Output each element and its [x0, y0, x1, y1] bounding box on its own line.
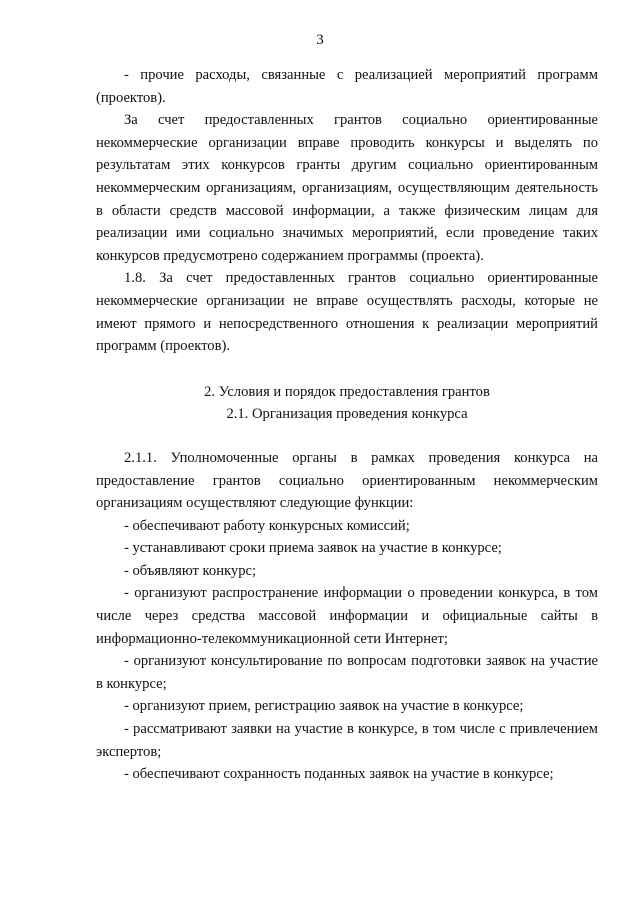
paragraph-2-1-1: 2.1.1. Уполномоченные органы в рамках проведения конкурса на предоставление грантов социально ориентированным некоммерческим организациям осуществляют следующие функции: [96, 449, 598, 512]
list-item-information-distribution: - организуют распространение информации о проведении конкурса, в том числе через средства массовой информации и официальные сайты в информационно-телекоммуникационной сети Интернет; [96, 585, 598, 647]
paragraph-grant-competitions: За счет предоставленных грантов социально ориентированные некоммерческие организации вправе проводить конкурсы и выделять по результатам этих конкурсов гранты другим социально ориентированным некоммерческим организациям, организациям, осуществляющим деятельность в области средств массовой информации, а также физическим лицам для реализации ими социально значимых мероприятий, если проведение таких конкурсов предусмотрено содержанием программы (проекта). [96, 112, 598, 264]
section-heading: 2. Условия и порядок предоставления грантов [204, 383, 490, 400]
spacer [96, 358, 598, 381]
list-item-application-registration: - организуют прием, регистрацию заявок на участие в конкурсе; [124, 698, 524, 715]
list-item-application-deadlines: - устанавливают сроки приема заявок на участие в конкурсе; [124, 540, 502, 557]
spacer [96, 426, 598, 447]
subsection-heading: 2.1. Организация проведения конкурса [226, 406, 468, 423]
paragraph-1-8: 1.8. За счет предоставленных грантов социально ориентированные некоммерческие организации не вправе осуществлять расходы, которые не имеют прямого и непосредственного отношения к реализации мероприятий программ (проектов). [96, 270, 598, 355]
list-item-announce-competition: - объявляют конкурс; [124, 562, 257, 579]
list-item-application-review: - рассматривают заявки на участие в конкурсе, в том числе с привлечением экспертов; [96, 721, 598, 760]
list-item-application-safekeeping: - обеспечивают сохранность поданных заявок на участие в конкурсе; [124, 766, 554, 783]
list-item-consulting: - организуют консультирование по вопросам подготовки заявок на участие в конкурсе; [96, 653, 598, 692]
document-body [96, 64, 598, 786]
list-item-commission-work: - обеспечивают работу конкурсных комиссий; [124, 517, 410, 534]
paragraph-other-expenses: - прочие расходы, связанные с реализацией мероприятий программ (проектов). [96, 67, 598, 106]
page-number: 3 [316, 32, 324, 48]
